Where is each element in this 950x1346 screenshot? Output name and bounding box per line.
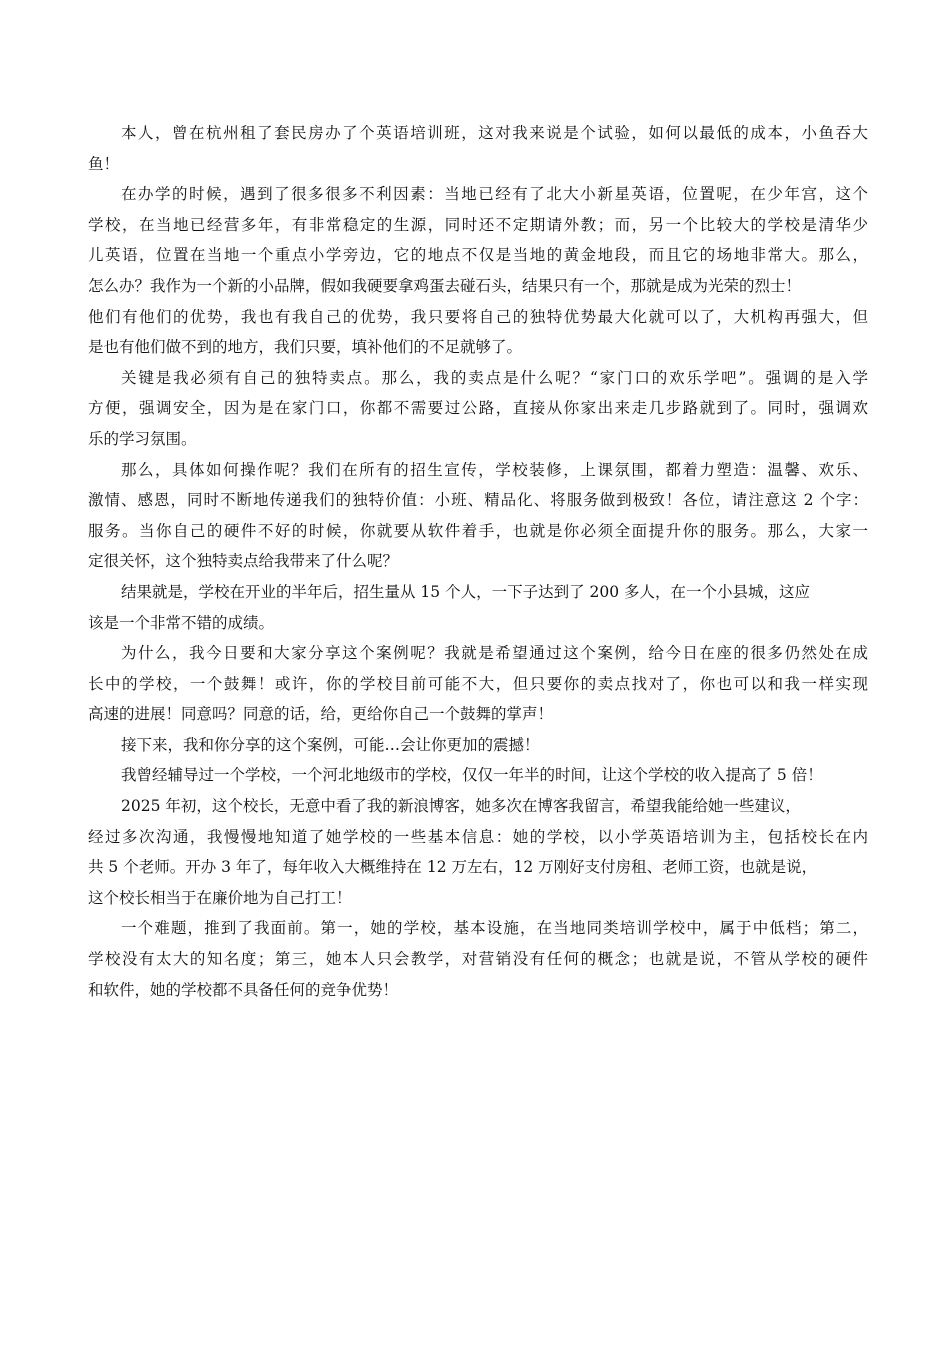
text-line: 儿英语，位置在当地一个重点小学旁边，它的地点不仅是当地的黄金地段，而且它的场地非常大。那么， — [88, 246, 868, 265]
text-line: 共 5 个老师。开办 3 年了，每年收入大概维持在 12 万左右，12 万刚好支付房租、老师工资，也就是说， — [88, 858, 818, 877]
text-line: 方便，强调安全，因为是在家门口，你都不需要过公路，直接从你家出来走几步路就到了。同时，强调欢 — [88, 399, 868, 418]
text-line: 学校，在当地已经营多年，有非常稳定的生源，同时还不定期请外教；而，另一个比较大的学校是清华少 — [88, 215, 868, 234]
text-line: 是也有他们做不到的地方，我们只要，填补他们的不足就够了。 — [88, 338, 523, 357]
text-line: 经过多次沟通，我慢慢地知道了她学校的一些基本信息：她的学校，以小学英语培训为主，包括校长在内 — [88, 827, 868, 846]
text-line: 怎么办？我作为一个新的小品牌，假如我硬要拿鸡蛋去碰石头，结果只有一个，那就是成为光荣的烈士！ — [88, 276, 802, 295]
text-line: 为什么，我今日要和大家分享这个案例呢？我就是希望通过这个案例，给今日在座的很多仍然处在成 — [121, 644, 868, 663]
text-line: 和软件，她的学校都不具备任何的竞争优势！ — [88, 980, 399, 999]
text-line: 该是一个非常不错的成绩。 — [88, 613, 275, 632]
text-line: 激情、感恩，同时不断地传递我们的独特价值：小班、精品化、将服务做到极致！各位，请注意这 2 个字： — [88, 491, 868, 510]
text-line: 那么，具体如何操作呢？我们在所有的招生宣传，学校装修，上课氛围，都着力塑造：温馨、欢乐、 — [121, 460, 868, 479]
text-line: 我曾经辅导过一个学校，一个河北地级市的学校，仅仅一年半的时间，让这个学校的收入提高了 5 倍！ — [121, 766, 823, 785]
text-line: 高速的进展！同意吗？同意的话，给，更给你自己一个鼓舞的掌声！ — [88, 705, 554, 724]
text-line: 这个校长相当于在廉价地为自己打工！ — [88, 888, 352, 907]
text-line: 在办学的时候，遇到了很多很多不利因素：当地已经有了北大小新星英语，位置呢，在少年宫，这个 — [121, 185, 868, 204]
text-line: 定很关怀，这个独特卖点给我带来了什么呢？ — [88, 552, 399, 571]
text-line: 他们有他们的优势，我也有我自己的优势，我只要将自己的独特优势最大化就可以了，大机构再强大，但 — [88, 307, 868, 326]
text-line: 结果就是，学校在开业的半年后，招生量从 15 个人，一下子达到了 200 多人，在一个小县城，这应 — [121, 582, 811, 601]
document-body — [88, 118, 868, 1005]
text-line: 关键是我必须有自己的独特卖点。那么，我的卖点是什么呢？“家门口的欢乐学吧”。强调的是入学 — [121, 368, 868, 387]
text-line: 本人，曾在杭州租了套民房办了个英语培训班，这对我来说是个试验，如何以最低的成本，小鱼吞大 — [121, 124, 868, 142]
text-line: 2025 年初，这个校长，无意中看了我的新浪博客，她多次在博客我留言，希望我能给她一些建议， — [121, 797, 801, 816]
text-line: 接下来，我和你分享的这个案例，可能…会让你更加的震撼！ — [121, 735, 540, 754]
text-line: 一个难题，推到了我面前。第一，她的学校，基本设施，在当地同类培训学校中，属于中低档；第二， — [121, 919, 868, 938]
text-line: 长中的学校，一个鼓舞！或许，你的学校目前可能不大，但只要你的卖点找对了，你也可以和我一样实现 — [88, 674, 868, 693]
text-line: 鱼！ — [88, 154, 120, 173]
text-line: 乐的学习氛围。 — [88, 429, 197, 448]
text-line: 服务。当你自己的硬件不好的时候，你就要从软件着手，也就是你必须全面提升你的服务。那么，大家一 — [88, 521, 868, 540]
text-line: 学校没有太大的知名度；第三，她本人只会教学，对营销没有任何的概念；也就是说，不管从学校的硬件 — [88, 950, 868, 969]
